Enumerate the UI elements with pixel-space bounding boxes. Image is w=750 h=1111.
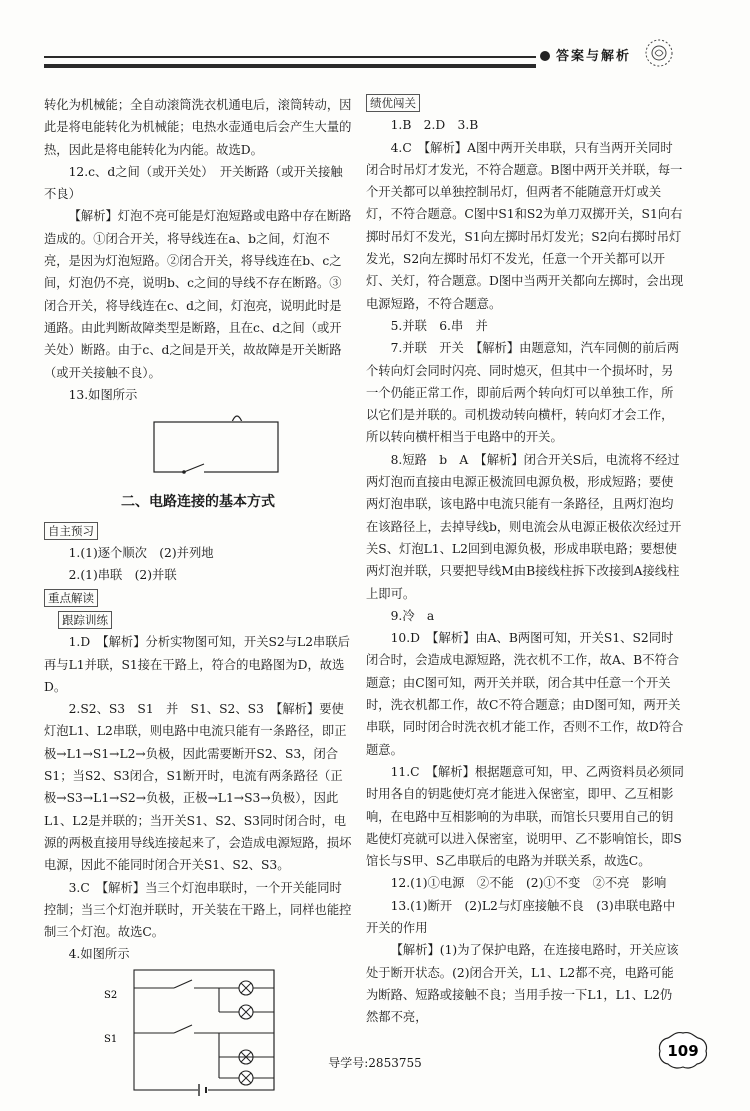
left-para-3: 【解析】灯泡不亮可能是灯泡短路或电路中存在断路造成的。①闭合开关，将导线连在a、b之间，灯泡不亮，是因为灯泡短路。②闭合开关，将导线连在b、c之间，灯泡仍不亮，说明b、c之间的导线不存在断路。③闭合开关，将导线连在c、d之间，灯泡亮，说明此时是通路。由此判断故障类型是断路，且在c、d之间（或开关处）断路。由于c、d之间是开关，故故障是开关断路（或开关接触不良）。 (44, 209, 352, 380)
circuit-diagram-4 (44, 968, 344, 1100)
track-para-2: 2.S2、S3 S1 并 S1、S2、S3 【解析】要使灯泡L1、L2串联，则电路中电流只能有一条路径，即正极→L1→S1→L2→负极，因此需要断开S2、S3，闭合S1；当S2、S3闭合，S1断开时，电流有两条路径（正极→S3→L1→S2→负极，正极→L1→S3→负极），因此L1、L2是并联的；当开关S1、S2、S3同时闭合时，电源的两极直接用导线连接起来了，会造成电源短路，损坏电源，因此不能同时闭合开关S1、S2、S3。 (44, 702, 352, 873)
tag-advanced: 绩优闯关 (366, 94, 420, 112)
flower-logo-icon (640, 38, 678, 68)
header-title: 答案与解析 (556, 49, 632, 64)
circuit-diagram-13 (44, 408, 344, 478)
tag-self-study: 自主预习 (44, 522, 98, 540)
figure-4-circuit (44, 968, 352, 1107)
right-para-5: 8.短路 b A 【解析】闭合开关S后，电流将不经过两灯泡而直接由电源正极流回电源负极，形成短路；要使两灯泡串联，该电路中电流只能有一条路径，且两灯泡均在该路径上，去掉导线b，则电流会从电源正极依次经过开关S、灯泡L1、L2回到电源负极，形成串联电路；要想使两灯泡并联，只要把导线M由B接线柱拆下改接到A接线柱上即可。 (366, 452, 682, 601)
left-para-1: 转化为机械能；全自动滚筒洗衣机通电后，滚筒转动，因此是将电能转化为机械能；电热水壶通电后会产生大量的热，因此是将电能转化为内能。故选D。 (44, 98, 352, 157)
header-rule-thick (44, 64, 536, 68)
self-item-2: 2.(1)串联 (2)并联 (68, 568, 177, 583)
header-rule-thin (44, 56, 536, 58)
right-para-2: 4.C 【解析】A图中两开关串联，只有当两开关同时闭合时吊灯才发光，不符合题意。B图中两开关并联，每一个开关都可以单独控制吊灯，但两者不能随意开灯或关灯，不符合题意。C图中S1和S2为单刀双掷开关，S1向右掷时吊灯不发光，S1向左掷时吊灯发光；S2向右掷时吊灯发光，S2向左掷时吊灯不发光，任意一个开关都可以开灯、关灯，符合题意。D图中当两开关都向左掷时，会出现电源短路，不符合题意。 (366, 140, 684, 311)
label-s2: S2 (104, 989, 118, 1001)
right-column (366, 92, 684, 1028)
self-item-1: 1.(1)逐个顺次 (2)并列地 (68, 546, 214, 561)
figure-13-circuit (44, 408, 352, 485)
right-para-1: 1.B 2.D 3.B (390, 118, 479, 133)
left-para-4: 13.如图所示 (68, 387, 138, 402)
track-para-3: 3.C 【解析】当三个灯泡串联时，一个开关能同时控制；当三个灯泡并联时，开关装在干路上，同样也能控制三个灯泡。故选C。 (44, 880, 352, 940)
right-para-11: 【解析】(1)为了保护电路，在连接电路时，开关应该处于断开状态。(2)闭合开关，L1、L2都不亮，电路可能为断路、短路或接触不良；当用手按一下L1，L1、L2仍然都不亮， (366, 943, 679, 1025)
right-para-3: 5.并联 6.串 并 (390, 318, 488, 333)
track-para-1: 1.D 【解析】分析实物图可知，开关S2与L2串联后再与L1并联，S1接在干路上，符合的电路图为D，故选D。 (44, 635, 350, 694)
page-number: 109 (667, 1042, 699, 1060)
left-para-2: 12.c、d之间（或开关处） 开关断路（或开关接触不良） (44, 164, 343, 202)
bullet-icon (540, 51, 550, 61)
label-s1: S1 (104, 1033, 118, 1045)
right-para-10: 13.(1)断开 (2)L2与灯座接触不良 (3)串联电路中开关的作用 (366, 898, 676, 935)
right-para-8: 11.C 【解析】根据题意可知，甲、乙两资料员必须同时用各自的钥匙使灯亮才能进入保密室，即甲、乙互相影响，在电路中互相影响的为串联，而馆长只要用自己的钥匙使灯亮就可以进入保密室，说明甲、乙不影响馆长，即S馆长与S甲、S乙串联后的电路为并联关系，故选C。 (366, 764, 684, 869)
right-para-7: 10.D 【解析】由A、B两图可知，开关S1、S2同时闭合时，会造成电源短路，洗衣机不工作，故A、B不符合题意；由C图可知，两开关并联，闭合其中任意一个开关时，洗衣机都工作，故C不符合题意；由D图可知，两开关串联，同时闭合时洗衣机才能工作，否则不工作，故D符合题意。 (366, 631, 684, 757)
footer-guide-number: 导学号:2853755 (328, 1056, 422, 1070)
right-para-9: 12.(1)①电源 ②不能 (2)①不变 ②不亮 影响 (390, 876, 667, 891)
track-para-4: 4.如图所示 (68, 947, 130, 962)
section-title: 二、电路连接的基本方式 (121, 494, 275, 511)
tag-key-points: 重点解读 (44, 589, 98, 607)
right-para-4: 7.并联 开关 【解析】由题意知，汽车同侧的前后两个转向灯会同时闪亮、同时熄灭，但其中一个损坏时，另一个仍能正常工作，即前后两个转向灯可以单独工作，所以它们是并联的。司机拨动转向横杆，转向灯才会工作，所以转向横杆相当于电路中的开关。 (366, 341, 680, 445)
right-para-6: 9.冷 a (390, 608, 435, 623)
tag-tracking: 跟踪训练 (58, 611, 112, 629)
page-number-badge (656, 1030, 710, 1070)
left-column (44, 94, 352, 1111)
